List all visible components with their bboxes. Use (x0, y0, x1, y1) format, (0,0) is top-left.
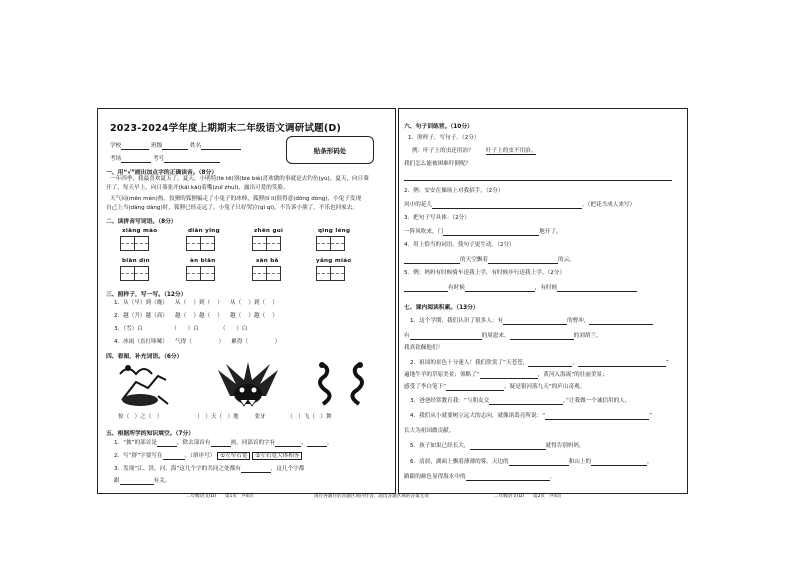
answer-blank[interactable] (528, 360, 572, 367)
q3-row-2: 2．越（升）越（高） 越（ ）越（ ） 越（ ）越（ ） (114, 313, 278, 319)
pinyin-7: sān bǎ (256, 258, 279, 264)
q6-s1-example: 例：叶子上的虫还用治？ 叶子上的虫不用治。 (412, 148, 537, 154)
exam-title: 2023-2024学年度上期期末二年级语文调研试题(D) (110, 123, 341, 134)
answer-blank[interactable] (589, 318, 653, 325)
q4-answers: 惊（ ）之（ ） （ ）天（ ）地 张牙 （ ）飞（ ）舞 (118, 414, 332, 420)
q3-row-4: 4．冰雨（直打哆嗦） 气得（ ） 累得（ ） (114, 339, 281, 345)
q7-line-11: 6．清晨，湖面上飘着薄薄的雾。天边的 和山上的 ， (410, 459, 653, 465)
answer-blank[interactable] (163, 453, 185, 460)
q5-line-3: 3．发现“江、洪、河、海”这几个字的共同之处都有 ，这几个字都 (114, 466, 305, 472)
answer-grid[interactable] (120, 266, 149, 281)
name-label: 姓名 (189, 143, 202, 149)
q7-heading: 七、课内阅读积累。（13分） (404, 305, 479, 311)
answer-blank[interactable] (510, 333, 574, 340)
pinyin-4: qīng léng (318, 228, 351, 234)
q5-line-2: 2．写“群”字要写在 。（填序号） ①左窄右宽 ②左右宽大体相等 (114, 453, 302, 460)
page-footer-left: 二年级语文(D) 第1页 共4页 (186, 494, 254, 499)
answer-grid[interactable] (120, 236, 149, 251)
pinyin-6: àn biān (190, 258, 216, 264)
q7-line-12: 路跟的颜色显得海水中的 。 (404, 474, 556, 480)
answer-blank[interactable] (465, 285, 535, 292)
pinyin-1: xiāng mào (122, 228, 158, 234)
q6-heading: 六、句子训练营。（10分） (404, 124, 473, 130)
q7-line-4: 2．祖国的景色十分迷人！我们欣赏了“天苍苍， ， ” (410, 360, 669, 366)
pinyin-8: yǎng miáo (316, 258, 352, 264)
name-field[interactable] (201, 143, 241, 150)
answer-blank[interactable] (410, 333, 482, 340)
q6-s5-task: 有时候 ，有时候 (404, 285, 637, 292)
answer-blank[interactable] (241, 466, 271, 473)
q6-s4-task: 的天空飘着 的云。 (404, 257, 575, 264)
answer-blank[interactable] (489, 398, 563, 405)
pinyin-3: zhēn guì (254, 228, 284, 234)
answer-grid[interactable] (186, 266, 215, 281)
answer-blank[interactable] (545, 413, 649, 420)
student-info-line-2 (110, 156, 220, 163)
answer-blank[interactable] (157, 440, 177, 447)
dragon-image (306, 360, 336, 410)
answer-grid[interactable] (252, 236, 281, 251)
answer-grid[interactable] (252, 266, 281, 281)
q3-row-3: 3．（雪）白 （ ）白 （ ）白 (114, 326, 248, 332)
answer-blank[interactable] (557, 285, 637, 292)
q1-line-1: 一年四季，我最喜欢夏天了。夏天，小明特(tè tē)别(bié biè)喜欢做的事就是去钓鱼(yú)。夏天，向日葵 (110, 176, 369, 182)
student-info-line-1 (110, 143, 241, 150)
q4-heading: 四、看图，补充词语。（6分） (106, 354, 183, 360)
answer-blank[interactable] (578, 360, 666, 367)
barcode-label: 贴条形码处 (313, 146, 347, 155)
q7-line-3: 我真钦佩他们！ (404, 345, 444, 351)
q6-s5: 5．例：妈妈有时候骑车送我上学，有时候步行送我上学。（2分） (404, 270, 565, 276)
seat-label: 考号 (152, 156, 165, 162)
answer-blank[interactable] (446, 384, 504, 391)
class-field[interactable] (162, 143, 188, 150)
q5-line-4: 跟 有关。 (114, 478, 171, 484)
q2-heading: 二、读拼音写词语。（8分） (106, 219, 177, 225)
answer-area-notice: 请在各题目的答题区域内作答，超出答题区域的答案无效 (314, 494, 429, 499)
q1-line-2: 开了，每天早上，向日葵张开(kāi kāi)着嘴(zuǐ zhuǐ)，露出可爱的笑脸。 (106, 185, 289, 191)
q7-line-1: 1．这个学期，我们认识了很多人：有 的曹冲， (410, 318, 653, 325)
answer-blank[interactable] (275, 440, 301, 447)
q6-s4: 4．用上恰当的词语，使句子更生动。（2分） (404, 242, 515, 248)
pinyin-2: diàn yǐng (188, 228, 220, 234)
answer-blank[interactable] (591, 459, 647, 466)
class-label: 班级 (150, 143, 163, 149)
answer-blank[interactable] (470, 443, 546, 450)
q1-line-3: 天气闷(mēn mèn)热，狡猾的狐狸骗走了小兔子的冰棒，狐狸(lí li)很得意(dōng dòng)，小兔子发现 (110, 196, 362, 202)
q1-line-4: 自己上当(dāng dàng)时，狐狸已经走远了。小兔子只好哭泣(qì qì)，不告诉小熊了，不乐也回家去。 (106, 205, 359, 211)
q6-s2: 2．例：安安在操场上对我招手，（2分） (404, 188, 504, 194)
q6-s2-task: 风中的花儿 。（把花当成人来写） (404, 202, 636, 208)
answer-blank[interactable] (120, 478, 154, 485)
dragon-image (346, 360, 376, 410)
answer-line[interactable] (404, 180, 672, 181)
answer-blank[interactable] (466, 474, 550, 481)
answer-blank[interactable] (443, 229, 539, 236)
answer-grid[interactable] (186, 236, 215, 251)
q7-line-6: 感受了李白笔下“ ，疑是银河落九天”的庐山奇观。 (404, 384, 586, 390)
answer-blank[interactable] (404, 285, 448, 292)
school-label: 学校 (110, 143, 122, 149)
q5-line-1: 1．“披”的部首是 ，除去部首有 画，同部首的字有 ， 。 (114, 440, 333, 446)
answer-blank[interactable] (480, 372, 538, 379)
q7-line-5: 遍地牛羊的草原美景；领略了“ ，黄河入海流”的壮丽美景； (404, 372, 608, 378)
barcode-area (286, 136, 374, 164)
q1-heading: 一、用“√”画出加点字的正确读音。（8分） (106, 170, 218, 176)
answer-blank[interactable] (404, 257, 460, 264)
page-footer-right: 二年级语文(D) 第2页 共4页 (494, 494, 562, 499)
room-label: 考场 (110, 156, 122, 162)
q6-s3: 3．把句子写具体：（2分） (404, 215, 470, 221)
school-field[interactable] (121, 143, 149, 150)
q7-line-2: 有 的周恩来， 的刘胡兰， (404, 333, 602, 339)
answer-blank[interactable] (211, 440, 231, 447)
q6-s3-task: 一阵风吹来，门 地开了。 (404, 229, 562, 235)
answer-grid[interactable] (316, 236, 345, 251)
answer-blank[interactable] (432, 202, 582, 209)
q7-line-8: 4．我们从小就要树立远大的志向，就像诸葛亮所说：“ ” (410, 413, 653, 419)
q3-row-1: 1．从（早）到（晚） 从（ ）到（ ） 从（ ）到（ ） (114, 300, 278, 306)
answer-grid[interactable] (316, 266, 345, 281)
q7-line-7: 3．爸爸经常教育我：“与朋友交 。”让我做一个诚信用的人。 (410, 398, 631, 404)
q7-line-9: 长大为祖国做贡献。 (404, 428, 455, 434)
q3-heading: 三、照样子，写一写。（12分） (106, 292, 187, 298)
answer-blank[interactable] (488, 257, 558, 264)
answer-blank[interactable] (509, 459, 569, 466)
monster-face-image (216, 360, 280, 412)
q6-s1-task: 我们怎么能被困难吓倒呢？ (404, 161, 472, 167)
q6-s1: 1．照样子，写句子。（2分） (408, 135, 480, 141)
q5-heading: 五、根据所学的知识填空。（7分） (106, 431, 195, 437)
pinyin-5: biān dìn (122, 258, 150, 264)
room-field[interactable] (121, 156, 151, 163)
seat-field[interactable] (164, 156, 220, 163)
rider-sketch-image (116, 360, 174, 414)
answer-blank[interactable] (307, 440, 327, 447)
answer-blank[interactable] (503, 318, 567, 325)
q7-line-10: 5．孩子如果已经长大， 就得告别妈妈。 (410, 443, 585, 449)
